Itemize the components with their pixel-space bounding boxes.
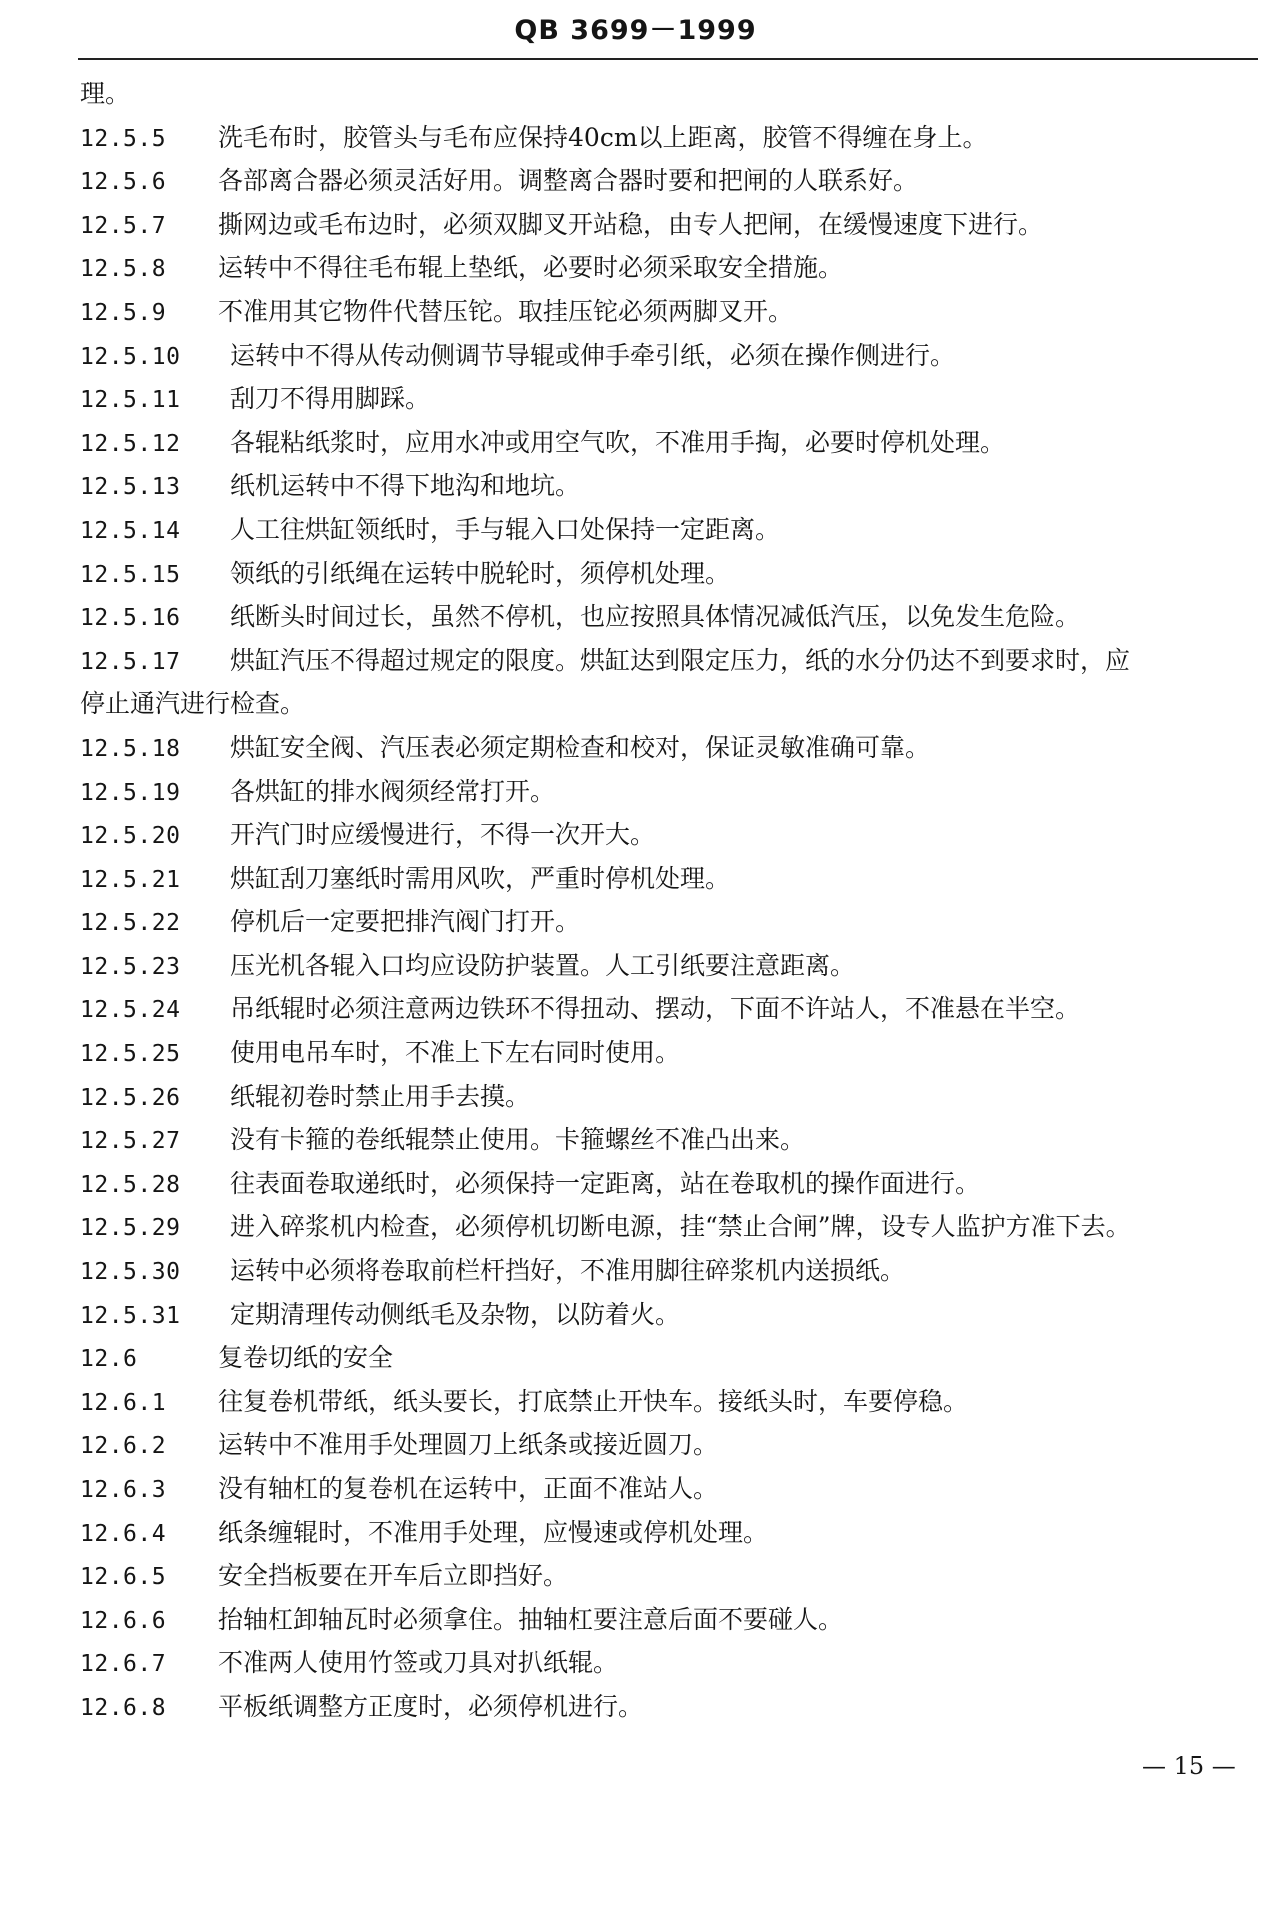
header-rule xyxy=(78,58,1258,60)
clause-text: 洗毛布时，胶管头与毛布应保持40cm以上距离，胶管不得缠在身上。 xyxy=(218,122,988,152)
clause-number: 12.5.25 xyxy=(80,1041,181,1068)
clause-text: 不准两人使用竹签或刀具对扒纸辊。 xyxy=(218,1648,619,1678)
clause-number: 12.5.27 xyxy=(80,1128,181,1155)
clause-line xyxy=(80,900,1260,944)
clause-number: 12.5.21 xyxy=(80,866,181,893)
clause-line xyxy=(80,857,1260,901)
clause-text: 人工往烘缸领纸时，手与辊入口处保持一定距离。 xyxy=(230,514,781,544)
clause-line xyxy=(80,116,1260,160)
clause-number: 12.5.8 xyxy=(80,256,167,283)
clause-text: 烘缸汽压不得超过规定的限度。烘缸达到限定压力，纸的水分仍达不到要求时，应 xyxy=(230,645,1131,675)
clause-text: 刮刀不得用脚踩。 xyxy=(230,384,431,414)
clause-number: 12.6.2 xyxy=(80,1433,167,1460)
clause-line xyxy=(80,1205,1260,1249)
clause-number: 12.6.1 xyxy=(80,1389,167,1416)
clause-text: 定期清理传动侧纸毛及杂物，以防着火。 xyxy=(230,1299,681,1329)
clause-number: 12.5.14 xyxy=(80,517,181,544)
clause-text: 运转中不得往毛布辊上垫纸，必要时必须采取安全措施。 xyxy=(218,253,844,283)
clause-line xyxy=(80,1249,1260,1293)
clause-text: 进入碎浆机内检查，必须停机切断电源，挂“禁止合闸”牌，设专人监护方准下去。 xyxy=(230,1212,1131,1242)
clause-line xyxy=(80,203,1260,247)
clause-number: 12.6.8 xyxy=(80,1694,167,1721)
clause-text: 各部离合器必须灵活好用。调整离合器时要和把闸的人联系好。 xyxy=(218,166,919,196)
clause-number: 12.5.26 xyxy=(80,1084,181,1111)
page-header: QB 3699－1999 xyxy=(514,15,757,46)
document-body xyxy=(80,72,1260,1729)
clause-number: 12.5.30 xyxy=(80,1259,181,1286)
clause-line xyxy=(80,1511,1260,1555)
clause-line xyxy=(80,944,1260,988)
clause-number: 12.5.11 xyxy=(80,387,181,414)
clause-line xyxy=(80,290,1260,334)
clause-line xyxy=(80,1118,1260,1162)
clause-text: 没有卡箍的卷纸辊禁止使用。卡箍螺丝不准凸出来。 xyxy=(230,1125,806,1155)
clause-number: 12.5.17 xyxy=(80,648,181,675)
clause-number: 12.5.10 xyxy=(80,343,181,370)
clause-text: 理。 xyxy=(80,79,131,108)
clause-text: 往复卷机带纸，纸头要长，打底禁止开快车。接纸头时，车要停稳。 xyxy=(218,1386,969,1416)
clause-line xyxy=(80,1423,1260,1467)
clause-text: 各烘缸的排水阀须经常打开。 xyxy=(230,776,556,806)
clause-text: 复卷切纸的安全 xyxy=(218,1343,394,1373)
clause-line xyxy=(80,1598,1260,1642)
clause-line xyxy=(80,1293,1260,1337)
clause-number: 12.5.18 xyxy=(80,735,181,762)
clause-number: 12.5.9 xyxy=(80,299,167,326)
clause-line xyxy=(80,1075,1260,1119)
clause-number: 12.5.23 xyxy=(80,953,181,980)
clause-number: 12.5.19 xyxy=(80,779,181,806)
clause-text: 纸条缠辊时，不准用手处理，应慢速或停机处理。 xyxy=(218,1517,769,1547)
clause-line xyxy=(80,770,1260,814)
clause-line xyxy=(80,464,1260,508)
clause-line xyxy=(80,1641,1260,1685)
clause-text: 撕网边或毛布边时，必须双脚叉开站稳，由专人把闸，在缓慢速度下进行。 xyxy=(218,209,1044,239)
clause-number: 12.5.31 xyxy=(80,1302,181,1329)
clause-text: 停机后一定要把排汽阀门打开。 xyxy=(230,907,581,937)
clause-number: 12.6.4 xyxy=(80,1520,167,1547)
clause-line xyxy=(80,508,1260,552)
clause-number: 12.6.5 xyxy=(80,1564,167,1591)
clause-line xyxy=(80,1336,1260,1380)
clause-text: 抬轴杠卸轴瓦时必须拿住。抽轴杠要注意后面不要碰人。 xyxy=(218,1604,844,1634)
clause-text: 运转中不得从传动侧调节导辊或伸手牵引纸，必须在操作侧进行。 xyxy=(230,340,956,370)
clause-number: 12.5.24 xyxy=(80,997,181,1024)
clause-text: 领纸的引纸绳在运转中脱轮时，须停机处理。 xyxy=(230,558,731,588)
clause-number: 12.5.22 xyxy=(80,910,181,937)
clause-line xyxy=(80,1031,1260,1075)
clause-number: 12.6.3 xyxy=(80,1477,167,1503)
clause-number: 12.6.7 xyxy=(80,1651,167,1678)
clause-number: 12.5.29 xyxy=(80,1215,181,1242)
clause-text: 纸断头时间过长，虽然不停机，也应按照具体情况减低汽压，以免发生危险。 xyxy=(230,602,1081,632)
clause-line xyxy=(80,1162,1260,1206)
clause-text: 各辊粘纸浆时，应用水冲或用空气吹，不准用手掏，必要时停机处理。 xyxy=(230,427,1006,457)
continuation-line xyxy=(80,682,1260,726)
clause-line xyxy=(80,552,1260,596)
clause-number: 12.5.6 xyxy=(80,169,167,196)
clause-text: 停止通汽进行检查。 xyxy=(80,689,306,719)
clause-line xyxy=(80,1554,1260,1598)
page-number: — 15 — xyxy=(1142,1752,1236,1780)
clause-number: 12.6.6 xyxy=(80,1607,167,1634)
clause-line xyxy=(80,246,1260,290)
clause-text: 平板纸调整方正度时，必须停机进行。 xyxy=(218,1691,644,1721)
clause-number: 12.5.28 xyxy=(80,1171,181,1198)
clause-text: 压光机各辊入口均应设防护装置。人工引纸要注意距离。 xyxy=(230,950,856,980)
clause-line xyxy=(80,377,1260,421)
clause-line xyxy=(80,159,1260,203)
clause-text: 没有轴杠的复卷机在运转中，正面不准站人。 xyxy=(218,1474,719,1503)
clause-text: 纸辊初卷时禁止用手去摸。 xyxy=(230,1081,531,1111)
clause-text: 吊纸辊时必须注意两边铁环不得扭动、摆动，下面不许站人，不准悬在半空。 xyxy=(230,994,1081,1024)
clause-text: 烘缸安全阀、汽压表必须定期检查和校对，保证灵敏准确可靠。 xyxy=(230,732,931,762)
clause-text: 运转中不准用手处理圆刀上纸条或接近圆刀。 xyxy=(218,1430,719,1460)
clause-number: 12.5.15 xyxy=(80,561,181,588)
clause-text: 烘缸刮刀塞纸时需用风吹，严重时停机处理。 xyxy=(230,863,731,893)
clause-number: 12.6 xyxy=(80,1346,138,1373)
clause-text: 开汽门时应缓慢进行，不得一次开大。 xyxy=(230,820,656,850)
clause-text: 使用电吊车时，不准上下左右同时使用。 xyxy=(230,1038,681,1068)
clause-line xyxy=(80,1685,1260,1729)
clause-number: 12.5.12 xyxy=(80,430,181,457)
clause-line xyxy=(80,987,1260,1031)
clause-text: 纸机运转中不得下地沟和地坑。 xyxy=(230,471,581,501)
clause-line xyxy=(80,595,1260,639)
clause-number: 12.5.16 xyxy=(80,605,181,632)
clause-line xyxy=(80,1380,1260,1424)
clause-line xyxy=(80,421,1260,465)
clause-line xyxy=(80,726,1260,770)
clause-line xyxy=(80,813,1260,857)
clause-text: 往表面卷取递纸时，必须保持一定距离，站在卷取机的操作面进行。 xyxy=(230,1168,981,1198)
clause-number: 12.5.13 xyxy=(80,474,181,501)
clause-number: 12.5.20 xyxy=(80,823,181,850)
clause-line xyxy=(80,334,1260,378)
clause-text: 运转中必须将卷取前栏杆挡好，不准用脚往碎浆机内送损纸。 xyxy=(230,1256,906,1286)
clause-number: 12.5.7 xyxy=(80,212,167,239)
clause-line xyxy=(80,639,1260,683)
clause-number: 12.5.5 xyxy=(80,125,167,152)
clause-line xyxy=(80,1467,1260,1511)
clause-text: 不准用其它物件代替压铊。取挂压铊必须两脚叉开。 xyxy=(218,296,794,326)
clause-text: 安全挡板要在开车后立即挡好。 xyxy=(218,1561,569,1591)
continuation-line xyxy=(80,72,1260,116)
